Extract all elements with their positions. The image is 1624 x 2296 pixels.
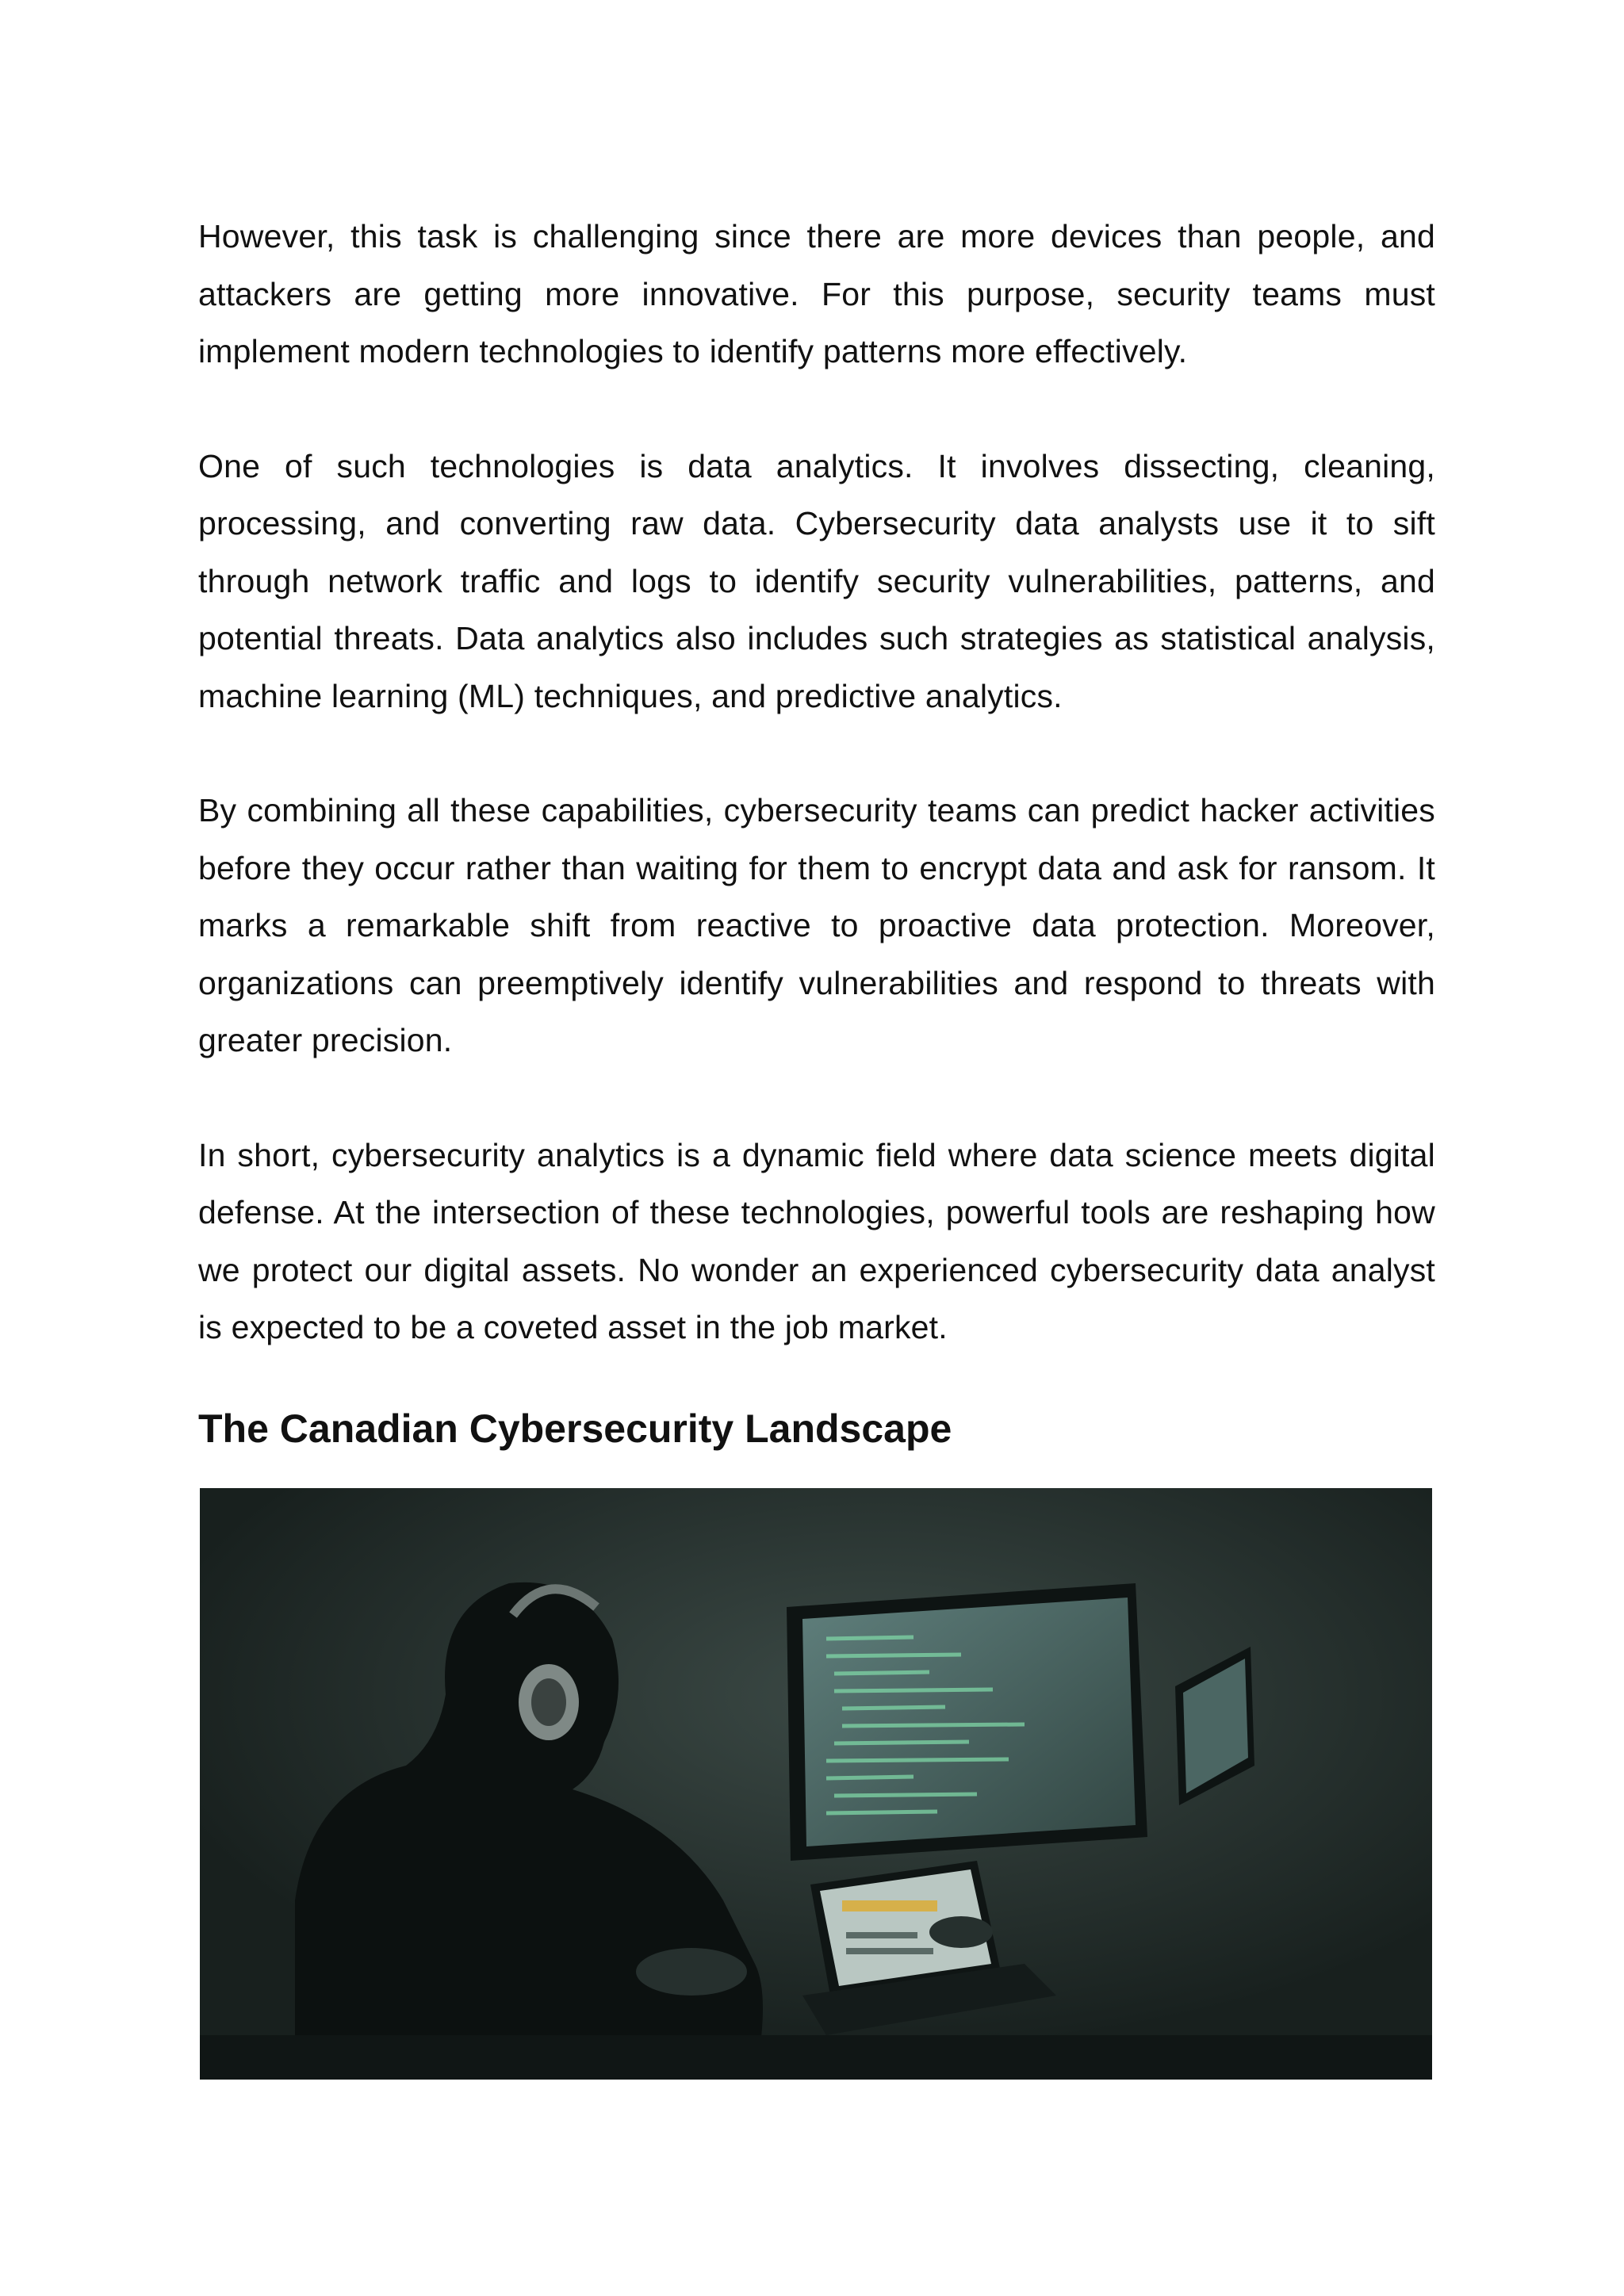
paragraph-summary: In short, cybersecurity analytics is a dynamic field where data science meets digital defense. At the intersection of these technologies, powerful tools are reshaping how we protect our digital assets. No wonder an experienced cybersecurity data analyst is expected to be a coveted asset in the job market.	[198, 1136, 1435, 1345]
photo-analyst-at-computer	[200, 1488, 1432, 2080]
paragraph-predictive: By combining all these capabilities, cybersecurity teams can predict hacker activities before they occur rather than waiting for them to encrypt data and ask for ransom. It marks a remarkable shift from reactive to proactive data protection. Moreover, organizations can preemptively identify vulnerabilities and respond to threats with greater precision.	[198, 792, 1435, 1058]
document-body	[198, 208, 1435, 1414]
photo-illustration	[200, 1488, 1432, 2080]
paragraph-data-analytics: One of such technologies is data analytics. It involves dissecting, cleaning, processing, and converting raw data. Cybersecurity data analysts use it to sift through network traffic and logs to identify security vulnerabilities, patterns, and potential threats. Data analytics also includes such strategies as statistical analysis, machine learning (ML) techniques, and predictive analytics.	[198, 447, 1435, 714]
paragraph-challenge: However, this task is challenging since there are more devices than people, and attackers are getting more innovative. For this purpose, security teams must implement modern technologies to identify patterns more effectively.	[198, 218, 1435, 369]
section-heading: The Canadian Cybersecurity Landscape	[198, 1406, 952, 1451]
